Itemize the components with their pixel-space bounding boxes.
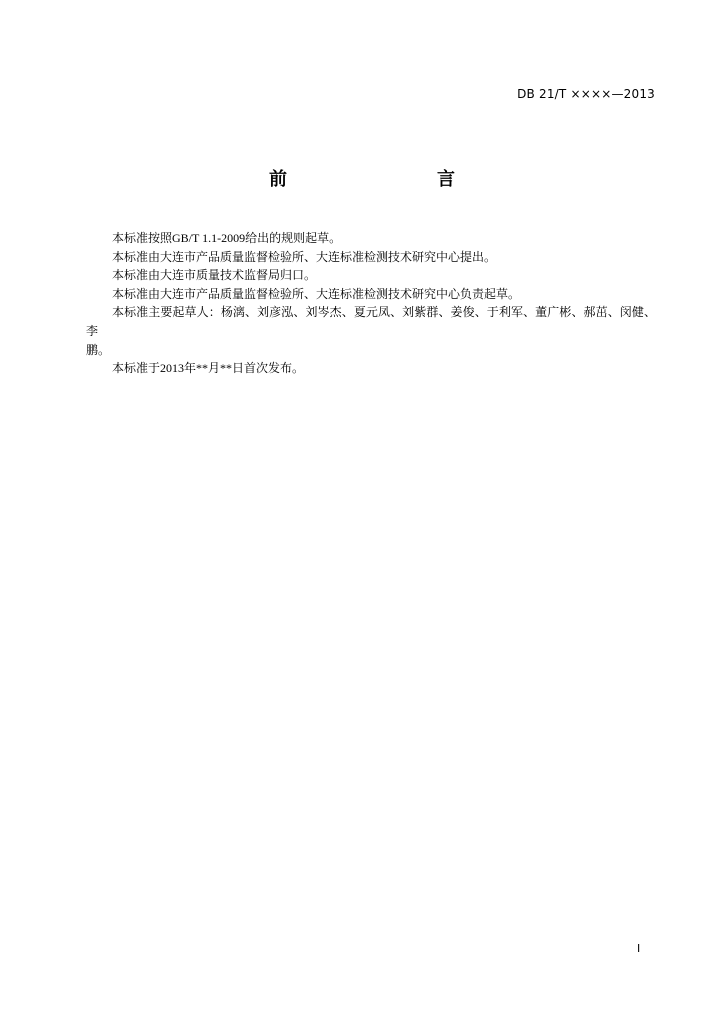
paragraph-text: 月 xyxy=(208,361,221,376)
release-month: ** xyxy=(196,361,209,376)
section-title: 前 言 xyxy=(269,169,493,190)
paragraph-text: 本标准按照 xyxy=(112,231,173,245)
document-code: DB 21/T ××××—2013 xyxy=(517,87,655,101)
paragraph-text: 本标准于 xyxy=(112,361,161,376)
foreword-body xyxy=(86,229,656,378)
paragraph-administrator: 本标准由大连市质量技术监督局归口。 xyxy=(112,268,317,283)
paragraph-release-date xyxy=(86,359,656,378)
page-number: I xyxy=(637,942,641,955)
paragraph-text: 年 xyxy=(184,361,197,376)
release-year: 2013 xyxy=(160,361,185,376)
paragraph-drafters xyxy=(86,303,656,359)
drafters-line-1: 本标准主要起草人：杨漓、刘彦泓、刘岑杰、夏元凤、刘紫群、姜俊、于利军、董广彬、郝茁、闵健、李 xyxy=(86,305,656,338)
paragraph-drafting-units: 本标准由大连市产品质量监督检验所、大连标准检测技术研究中心负责起草。 xyxy=(112,286,521,301)
release-day: ** xyxy=(220,361,233,376)
standard-reference: GB/T 1.1-2009 xyxy=(172,231,246,245)
paragraph-text: 给出的规则起草。 xyxy=(245,231,342,245)
paragraph-drafting-rules xyxy=(86,229,656,248)
drafters-line-2: 鹏。 xyxy=(86,342,111,357)
paragraph-text: 日首次发布。 xyxy=(232,361,305,376)
paragraph-proposer: 本标准由大连市产品质量监督检验所、大连标准检测技术研究中心提出。 xyxy=(112,249,497,264)
